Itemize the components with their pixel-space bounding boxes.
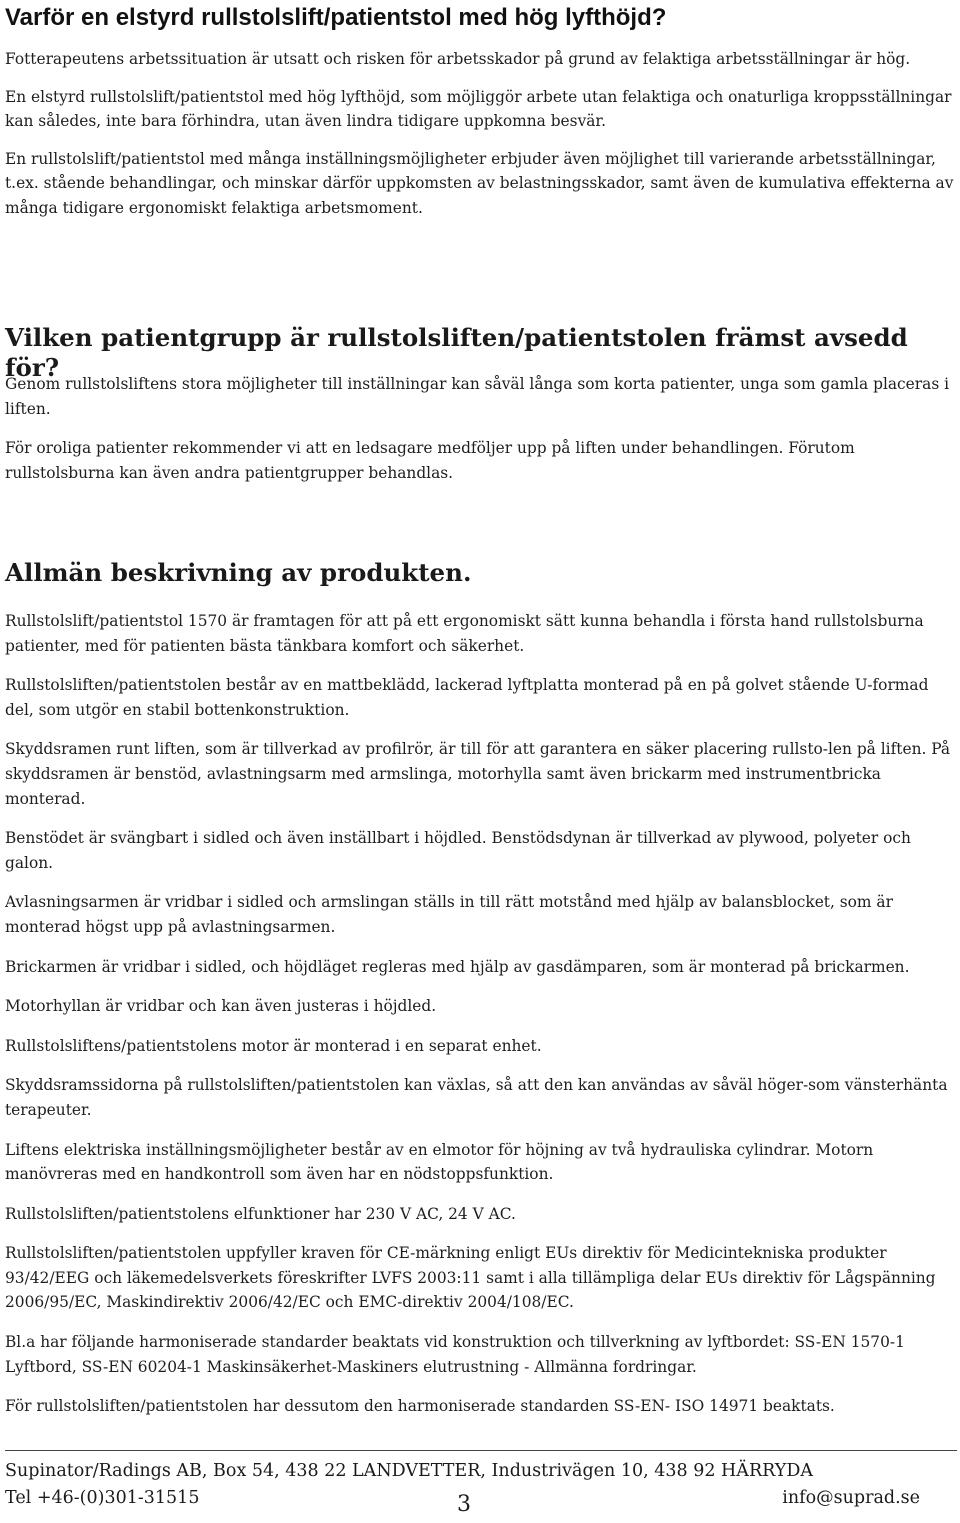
paragraph: Motorhyllan är vridbar och kan även justeras i höjdled. <box>5 997 437 1016</box>
paragraph: Brickarmen är vridbar i sidled, och höjdläget regleras med hjälp av gasdämparen, som är monterad på brickarmen. <box>5 957 910 976</box>
paragraph: Rullstolsliftens/patientstolens motor är monterad i en separat enhet. <box>5 1036 542 1055</box>
paragraph: Rullstolsliften/patientstolens elfunktioner har 230 V AC, 24 V AC. <box>5 1204 516 1223</box>
footer-email[interactable]: info@suprad.se <box>782 1488 920 1508</box>
paragraph: Benstödet är svängbart i sidled och även inställbart i höjdled. Benstödsdynan är tillverkad av plywood, polyeter och galon. <box>5 829 911 872</box>
footer-contact-row <box>5 1485 957 1512</box>
footer <box>5 1458 957 1512</box>
paragraph: För rullstolsliften/patientstolen har dessutom den harmoniserade standarden SS-EN- ISO 14971 beaktats. <box>5 1397 835 1416</box>
paragraph: En rullstolslift/patientstol med många inställningsmöjligheter erbjuder även möjlighet till varierande arbetsställningar, t.ex. stående behandlingar, och minskar därför uppkomsten av belastningsskador, samt även de kumulativa effekterna av många tidigare ergonomiskt felaktiga arbetsmoment. <box>5 149 954 217</box>
footer-divider <box>5 1450 957 1451</box>
paragraph: Avlasningsarmen är vridbar i sidled och armslingan ställs in till rätt motstånd med hjälp av balansblocket, som är monterad högst upp på avlastningsarmen. <box>5 893 893 936</box>
section-why-lift <box>5 47 960 234</box>
paragraph: Genom rullstolsliftens stora möjligheter till inställningar kan såväl långa som korta patienter, unga som gamla placeras i liften. <box>5 375 950 418</box>
page-number: 3 <box>457 1492 471 1517</box>
paragraph: Skyddsramssidorna på rullstolsliften/patientstolen kan växlas, så att den kan användas av såväl höger-som vänsterhänta terapeuter. <box>5 1076 948 1119</box>
section-product-description <box>5 609 960 1434</box>
paragraph: Rullstolsliften/patientstolen består av en mattbeklädd, lackerad lyftplatta monterad på en på golvet stående U-formad del, som utgör en stabil bottenkonstruktion. <box>5 676 929 719</box>
heading-why-lift: Varför en elstyrd rullstolslift/patientstol med hög lyfthöjd? <box>5 4 667 31</box>
section-patient-group <box>5 372 960 500</box>
footer-address: Supinator/Radings AB, Box 54, 438 22 LANDVETTER, Industrivägen 10, 438 92 HÄRRYDA <box>5 1461 813 1481</box>
paragraph: Liftens elektriska inställningsmöjligheter består av en elmotor för höjning av två hydrauliska cylindrar. Motorn manövreras med en handkontroll som även har en nödstoppsfunktion. <box>5 1140 874 1184</box>
footer-phone: Tel +46-(0)301-31515 <box>5 1488 200 1508</box>
paragraph: Skyddsramen runt liften, som är tillverkad av profilrör, är till för att garantera en säker placering rullsto-len på liften. På skyddsramen är benstöd, avlastningsarm med armslinga, motorhylla samt även brickarm med instrumentbricka monterad. <box>5 740 951 808</box>
paragraph: En elstyrd rullstolslift/patientstol med hög lyfthöjd, som möjliggör arbete utan felaktiga och onaturliga kroppsställningar kan således, inte bara förhindra, utan även lindra tidigare uppkomna besvär. <box>5 87 952 131</box>
paragraph: Bl.a har följande harmoniserade standarder beaktats vid konstruktion och tillverkning av lyftbordet: SS-EN 1570-1 Lyftbord, SS-EN 60204-1 Maskinsäkerhet-Maskiners elutrustning - Allmänna fordringar. <box>5 1333 905 1376</box>
paragraph: För oroliga patienter rekommender vi att en ledsagare medföljer upp på liften under behandlingen. Förutom rullstolsburna kan även andra patientgrupper behandlas. <box>5 439 855 482</box>
heading-product-description: Allmän beskrivning av produkten. <box>5 558 472 587</box>
paragraph: Fotterapeutens arbetssituation är utsatt och risken för arbetsskador på grund av felaktiga arbetsställningar är hög. <box>5 50 911 68</box>
paragraph: Rullstolsliften/patientstolen uppfyller kraven för CE-märkning enligt EUs direktiv för Medicintekniska produkter 93/42/EEG och läkemedelsverkets föreskrifter LVFS 2003:11 samt i alla tillämpliga delar EUs direktiv för Lågspänning 2006/95/EC, Maskindirektiv 2006/42/EC och EMC-direktiv 2004/108/EC. <box>5 1244 936 1312</box>
paragraph: Rullstolslift/patientstol 1570 är framtagen för att på ett ergonomiskt sätt kunna behandla i första hand rullstolsburna patienter, med för patienten bästa tänkbara komfort och säkerhet. <box>5 612 924 655</box>
heading-patient-group: Vilken patientgrupp är rullstolsliften/patientstolen främst avsedd för? <box>5 323 908 382</box>
